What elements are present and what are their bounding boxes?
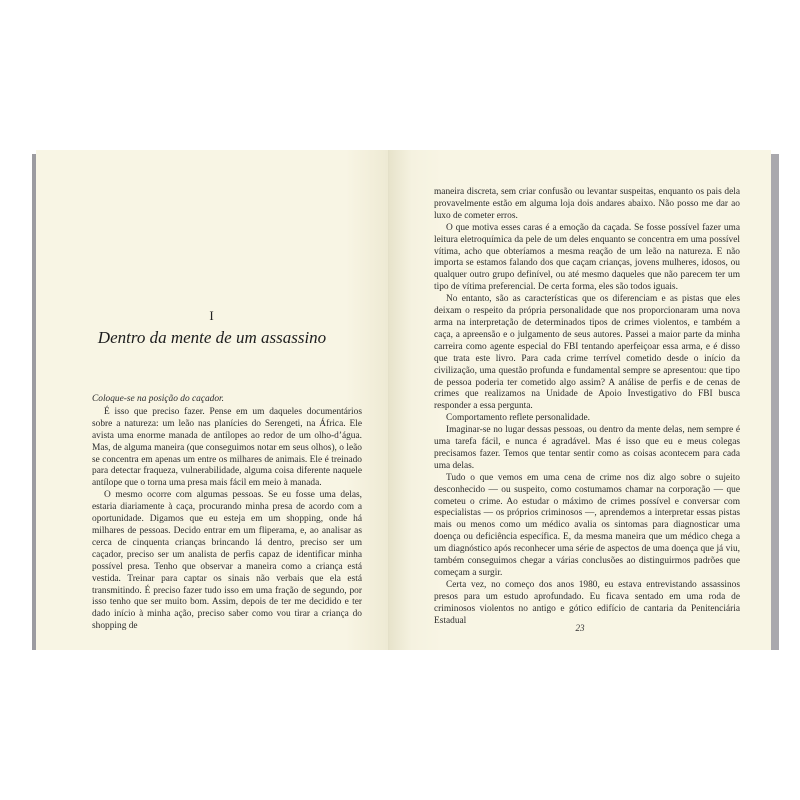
- paragraph: No entanto, são as características que os diferenciam e as pistas que eles deixam o respeito da própria personalidade que nos proporcionaram uma nova arma na interpretação de determinados tipos de crimes violentos, e também a caça, a apreensão e o julgamento de seus autores. Passei a maior parte da minha carreira como agente especial do FBI tentando aperfeiçoar essa arma, e é disso que trata este livro. Para cada crime terrível cometido desde o início da civilização, uma questão profunda e fundamental sempre se apresentou: que tipo de pessoa poderia ter cometido algo assim? A análise de perfis e de cenas de crimes que realizamos na Unidade de Apoio Investigativo do FBI busca responder a essa pergunta.: [434, 294, 740, 412]
- paragraph: O que motiva esses caras é a emoção da caçada. Se fosse possível fazer uma leitura eletroquímica da pele de um deles enquanto se concentra em uma possível vítima, acho que obteríamos a mesma reação de um leão na natureza. E não importa se estamos falando dos que caçam crianças, jovens mulheres, idosos, ou qualquer outro grupo definível, ou até mesmo daqueles que não parecem ter um tipo de vítima preferencial. De certa forma, eles são todos iguais.: [434, 222, 740, 293]
- right-page-text: [434, 187, 740, 628]
- paragraph-continued: maneira discreta, sem criar confusão ou levantar suspeitas, enquanto os pais dela provavelmente estão em alguma loja dois andares abaixo. Não posso me dar ao luxo de cometer erros.: [434, 187, 740, 221]
- chapter-number: I: [209, 308, 215, 323]
- paragraph: Comportamento reflete personalidade.: [446, 413, 590, 424]
- epigraph: Coloque-se na posição do caçador.: [92, 394, 225, 404]
- open-book: [36, 150, 773, 650]
- paragraph: O mesmo ocorre com algumas pessoas. Se eu fosse uma delas, estaria diariamente à caça, procurando minha presa de acordo com a oportunidade. Digamos que eu esteja em um shopping, onde há milhares de pessoas. Decido entrar em um fliperama, e, ao analisar as cerca de cinquenta crianças brincando lá dentro, preciso ser um caçador, preciso ser um analista de perfis capaz de identificar minha possível presa. Tenho que observar a maneira como a criança está vestida. Treinar para captar os sinais não verbais que ela está transmitindo. É preciso fazer tudo isso em uma fração de segundo, por isso tenho que ser muito bom. Assim, depois de ter me decidido e ter dado início à minha ação, preciso saber como vou tirar a criança do shopping de: [92, 490, 362, 632]
- chapter-title: Dentro da mente de um assassino: [97, 328, 327, 347]
- book-right-edge: [771, 154, 779, 650]
- left-page: [36, 150, 389, 650]
- paragraph: É isso que preciso fazer. Pense em um daqueles documentários sobre a natureza: um leão nas planícies do Serengeti, na África. Ele avista uma enorme manada de antílopes ao redor de um olho-d’água. Mas, de alguma maneira (que conseguimos notar em seus olhos), o leão se concentra em apenas um entre os milhares de animais. Ele é treinado para detectar fraqueza, vulnerabilidade, alguma coisa diferente naquele antílope que o torna uma presa mais fácil em meio à manada.: [92, 406, 362, 489]
- paragraph: Imaginar-se no lugar dessas pessoas, ou dentro da mente delas, nem sempre é uma tarefa fácil, e nunca é agradável. Mas é isso que eu e meus colegas precisamos fazer. Temos que tentar sentir como as coisas acontecem para cada uma delas.: [434, 425, 740, 471]
- paragraph: Tudo o que vemos em uma cena de crime nos diz algo sobre o sujeito desconhecido — ou suspeito, como costumamos chamar na corporação — que cometeu o crime. Ao estudar o máximo de crimes possível e conversar com especialistas — os próprios criminosos —, aprendemos a interpretar essas pistas mais ou menos como um médico avalia os sintomas para diagnosticar uma doença ou deficiência específica. E, da mesma maneira que um médico chega a um diagnóstico após reconhecer uma série de aspectos de uma doença que já viu, também conseguimos chegar a várias conclusões ao distinguirmos padrões que começam a surgir.: [434, 472, 740, 578]
- page-number: 23: [575, 623, 585, 633]
- left-page-text: [92, 394, 362, 633]
- right-page: [389, 150, 771, 650]
- paragraph: Certa vez, no começo dos anos 1980, eu estava entrevistando assassinos presos para um estudo aprofundado. Eu ficava sentado em uma roda de criminosos violentos no antigo e gótico edifício de cantaria da Penitenciária Estadual: [434, 579, 740, 626]
